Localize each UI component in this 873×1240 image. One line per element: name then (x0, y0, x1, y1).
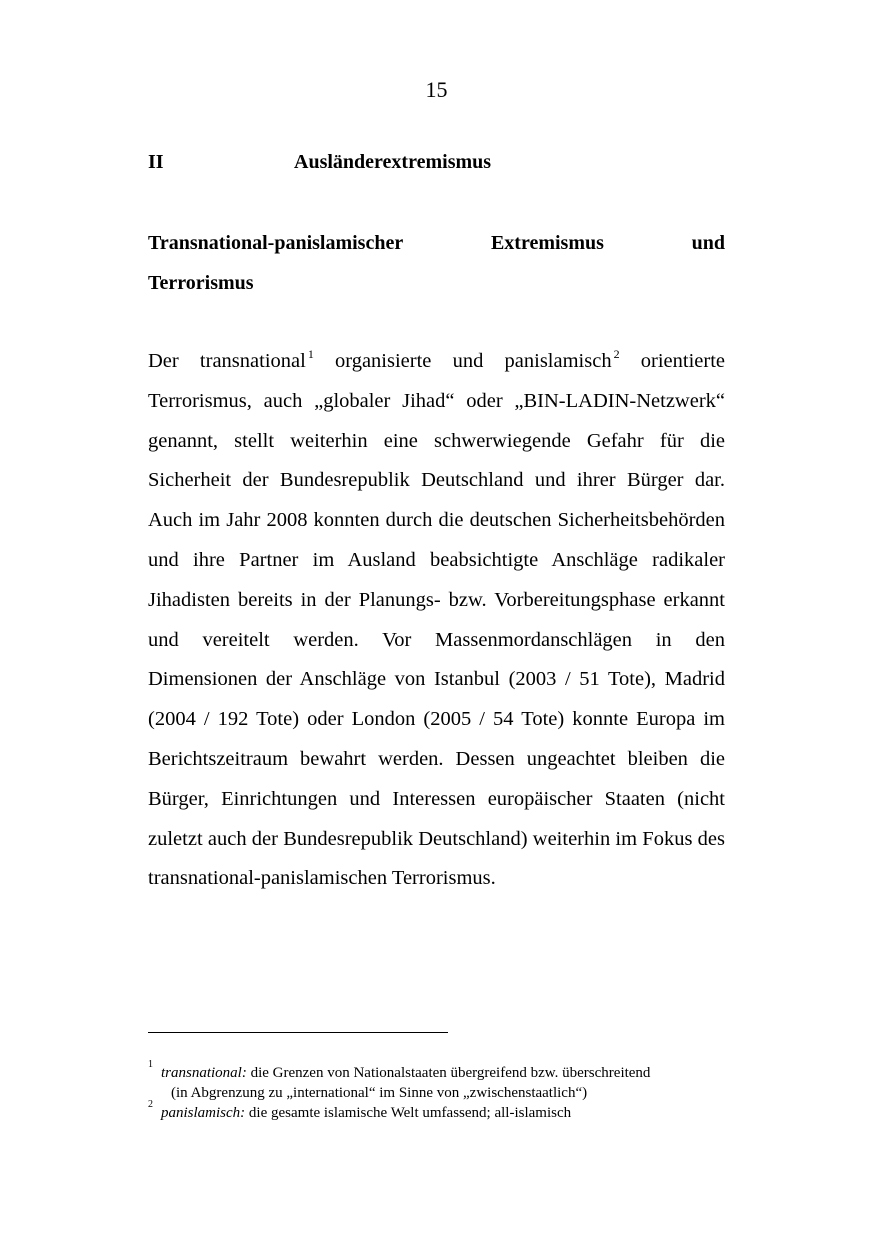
footnote-separator (148, 1032, 448, 1033)
footnote-continuation-1: (in Abgrenzung zu „international“ im Sinne von „zwischenstaatlich“) (171, 1085, 588, 1101)
section-heading (148, 223, 725, 303)
footnote-1 (148, 1059, 748, 1103)
section-heading-word-1: Transnational-panislamischer (148, 232, 404, 254)
section-heading-word-2: Extremismus (490, 232, 604, 254)
section-heading-line-2: Terrorismus (148, 272, 254, 294)
footnote-mark-1: 1 (148, 1059, 153, 1070)
chapter-numeral: II (148, 151, 164, 173)
chapter-title: Ausländerextremismus (294, 151, 492, 173)
body-paragraph (148, 342, 725, 899)
body-text-part-1: Der transnational (148, 350, 306, 372)
footnotes (148, 1059, 748, 1123)
page-number: 15 (425, 77, 448, 102)
section-heading-line-1 (148, 223, 725, 263)
footnote-mark-2: 2 (148, 1099, 153, 1110)
footnote-2 (148, 1099, 748, 1123)
footnote-term-2: panislamisch: (161, 1105, 246, 1121)
footnote-term-1: transnational: (161, 1065, 247, 1081)
section-heading-word-3: und (691, 232, 725, 254)
footnote-text-1: die Grenzen von Nationalstaaten übergreifend bzw. überschreitend (246, 1065, 651, 1081)
body-text-part-3: orientierte Terrorismus, auch „globaler Jihad“ oder „BIN-LADIN-Netzwerk“ genannt, stellt weiterhin eine schwerwiegende Gefahr für die Sicherheit der Bundesrepublik Deutschland und ihrer Bürger dar. Auch im Jahr 2008 konnten durch die deutschen Sicherheitsbehörden und ihre Partner im Ausland beabsichtigte Anschläge radikaler Jihadisten bereits in der Planungs- bzw. Vorbereitungsphase erkannt und vereitelt werden. Vor Massenmordanschlägen in den Dimensionen der Anschläge von Istanbul (2003 / 51 Tote), Madrid (2004 / 192 Tote) oder London (2005 / 54 Tote) konnte Europa im Berichtszeitraum bewahrt werden. Dessen ungeachtet bleiben die Bürger, Einrichtungen und Interessen europäischer Staaten (nicht zuletzt auch der Bundesrepublik Deutschland) weiterhin im Fokus des transnational-panislamischen Terrorismus. (148, 350, 726, 890)
footnote-ref-1[interactable]: 1 (307, 347, 314, 361)
footnote-text-2: die gesamte islamische Welt umfassend; all-islamisch (245, 1105, 572, 1121)
chapter-heading (148, 148, 725, 176)
footnote-ref-2[interactable]: 2 (613, 347, 620, 361)
body-text-part-2: organisierte und panislamisch (313, 350, 612, 372)
